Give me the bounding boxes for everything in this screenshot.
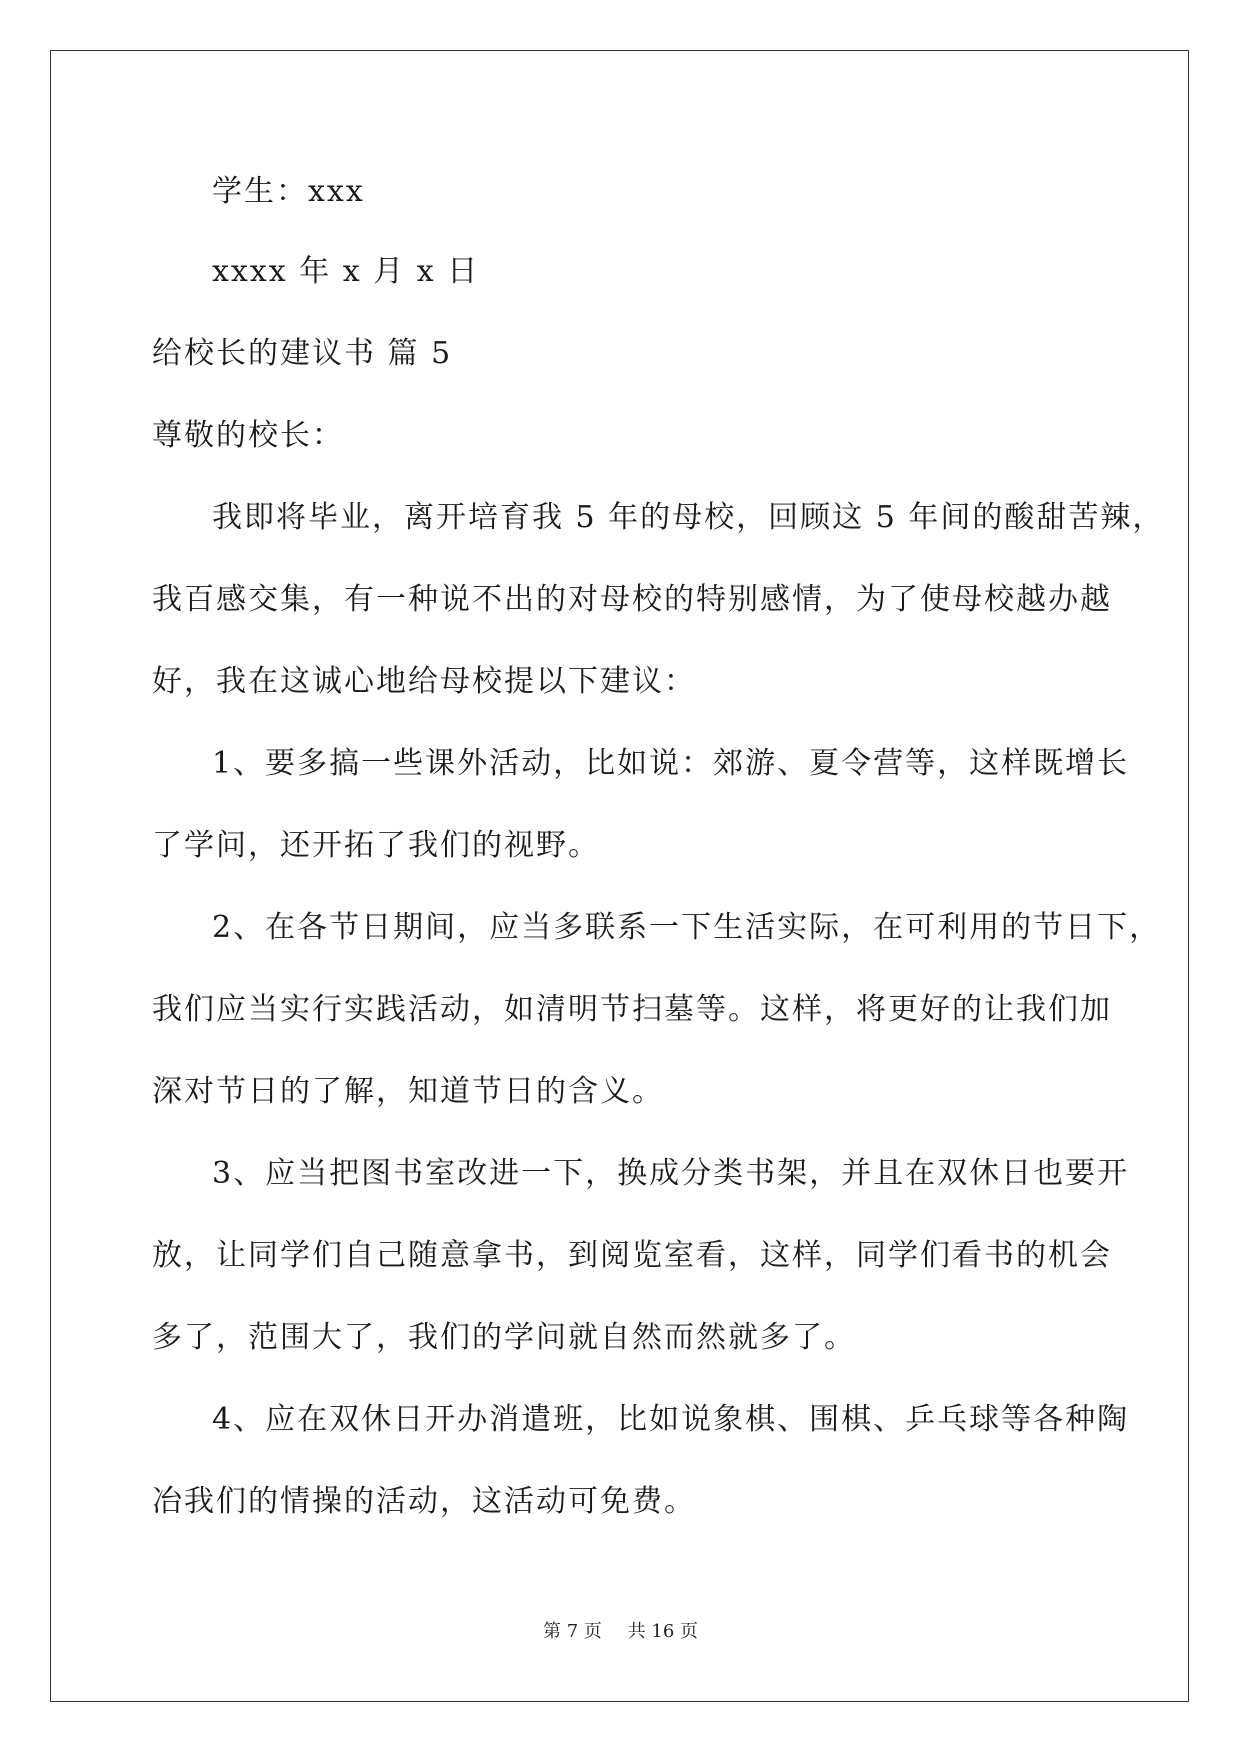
page-footer (0, 1620, 1241, 1644)
section-heading: 给校长的建议书 篇 5 (152, 336, 453, 371)
suggestion-3-line: 放，让同学们自己随意拿书，到阅览室看，这样，同学们看书的机会 (152, 1238, 1112, 1273)
suggestion-1-line: 1、要多搞一些课外活动，比如说：郊游、夏令营等，这样既增长 (212, 746, 1130, 781)
salutation: 尊敬的校长： (152, 418, 344, 453)
suggestion-3-line: 3、应当把图书室改进一下，换成分类书架，并且在双休日也要开 (212, 1156, 1130, 1191)
paragraph-line: 我百感交集，有一种说不出的对母校的特别感情，为了使母校越办越 (152, 582, 1112, 617)
page-border (50, 50, 1189, 1702)
page-number: 第 7 页 (543, 1621, 602, 1642)
suggestion-4-line: 4、应在双休日开办消遣班，比如说象棋、围棋、乒乓球等各种陶 (212, 1402, 1130, 1437)
suggestion-2-line: 深对节日的了解，知道节日的含义。 (152, 1074, 664, 1109)
suggestion-2-line: 我们应当实行实践活动，如清明节扫墓等。这样，将更好的让我们加 (152, 992, 1112, 1027)
paragraph-line: 我即将毕业，离开培育我 5 年的母校，回顾这 5 年间的酸甜苦辣， (212, 500, 1165, 535)
suggestion-3-line: 多了，范围大了，我们的学问就自然而然就多了。 (152, 1320, 856, 1355)
paragraph-line: 好，我在这诚心地给母校提以下建议： (152, 664, 696, 699)
student-signature: 学生：xxx (212, 174, 365, 209)
suggestion-2-line: 2、在各节日期间，应当多联系一下生活实际，在可利用的节日下， (212, 910, 1162, 945)
suggestion-1-line: 了学问，还开拓了我们的视野。 (152, 828, 600, 863)
signature-date: xxxx 年 x 月 x 日 (212, 254, 480, 289)
suggestion-4-line: 冶我们的情操的活动，这活动可免费。 (152, 1484, 696, 1519)
page-total: 共 16 页 (627, 1621, 698, 1642)
